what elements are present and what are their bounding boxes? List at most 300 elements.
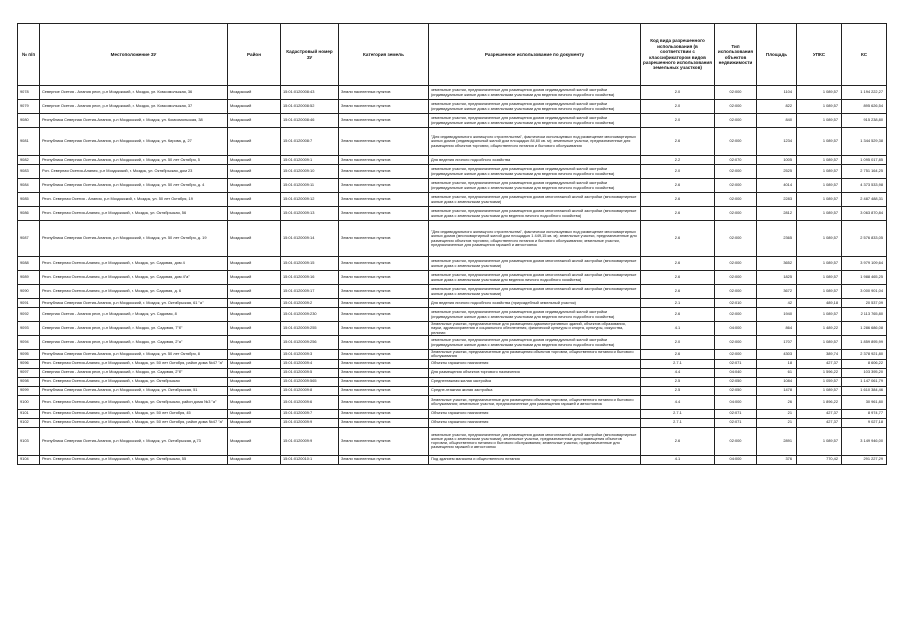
row-use-type: 02:000: [715, 336, 757, 350]
row-area: 21: [757, 409, 797, 418]
table-row: [18, 86, 887, 100]
row-number: 9093: [18, 322, 40, 336]
row-upks: 1 089,57: [797, 100, 842, 114]
table-row: [18, 193, 887, 207]
row-number: 9103: [18, 427, 40, 455]
row-cadastral-number: 15:01:0120009:9: [281, 418, 339, 427]
row-upks: 389,74: [797, 350, 842, 360]
row-location: Республика Северная Осетия-Алания, р-н Моздокский, г. Моздок, ул. Кирова, д. 27: [40, 128, 228, 156]
row-ks: 3 149 946,00: [842, 427, 887, 455]
row-number: 9084: [18, 179, 40, 193]
header-use-code: Код вида разрешенного использования (в соответствии с классификатором видов разрешенного использования земельных участков): [641, 24, 715, 86]
table-row: [18, 179, 887, 193]
row-upks: 427,37: [797, 359, 842, 368]
row-district: Моздокский: [228, 368, 281, 377]
row-cadastral-number: 15:01:0120009:15: [281, 257, 339, 271]
row-use-type: 02:000: [715, 427, 757, 455]
row-upks: 427,37: [797, 418, 842, 427]
row-number: 9090: [18, 285, 40, 299]
row-number: 9081: [18, 128, 40, 156]
row-number: 9082: [18, 156, 40, 165]
row-use-type: 02:000: [715, 100, 757, 114]
row-area: 840: [757, 114, 797, 128]
row-use-code: 2.0: [641, 336, 715, 350]
row-district: Моздокский: [228, 156, 281, 165]
row-number: 9099: [18, 386, 40, 395]
row-permitted-use: Под зданием магазина и общественного питания: [429, 455, 641, 464]
row-land-category: Земли населенных пунктов: [339, 207, 429, 221]
row-permitted-use: земельные участки, предназначенные для размещения домов индивидуальной жилой застройки (индивидуальные жилые дома с земельными участками для ведения личного подсобного хозяйства): [429, 179, 641, 193]
row-permitted-use: Объекты гаражного назначения: [429, 418, 641, 427]
row-location: Северная Осетия - Алания респ, р-н Моздокский, г. Моздок, ул. Садовая, 2"б": [40, 368, 228, 377]
row-upks: 427,37: [797, 409, 842, 418]
row-use-code: 2.6: [641, 257, 715, 271]
table-row: [18, 427, 887, 455]
row-cadastral-number: 15:01:0120009:17: [281, 285, 339, 299]
row-use-type: 04:000: [715, 455, 757, 464]
row-area: 4014: [757, 179, 797, 193]
row-use-type: 04:000: [715, 322, 757, 336]
table-row: [18, 207, 887, 221]
row-number: 9096: [18, 359, 40, 368]
row-ks: 30 961,80: [842, 395, 887, 409]
header-district: Район: [228, 24, 281, 86]
row-land-category: Земли населенных пунктов: [339, 271, 429, 285]
row-permitted-use: земельные участки, предназначенные для размещения домов индивидуальной жилой застройки (индивидуальные жилые дома с земельными участками для ведения личного подсобного хозяйства): [429, 165, 641, 179]
row-permitted-use: земельные участки, предназначенные для размещения домов многоэтажной жилой застройки (многоквартирные жилые дома с земельными участками): [429, 285, 641, 299]
row-land-category: Земли населенных пунктов: [339, 322, 429, 336]
row-cadastral-number: 15:01:0120010:1: [281, 455, 339, 464]
row-land-category: Земли населенных пунктов: [339, 100, 429, 114]
header-use-type: Тип использования объектов недвижимости: [715, 24, 757, 86]
row-use-type: 02:000: [715, 128, 757, 156]
row-cadastral-number: 15:01:0120009:9: [281, 427, 339, 455]
row-ks: 1 988 465,25: [842, 271, 887, 285]
row-district: Моздокский: [228, 377, 281, 386]
row-upks: 1 089,57: [797, 221, 842, 257]
row-district: Моздокский: [228, 285, 281, 299]
row-area: 21: [757, 418, 797, 427]
row-cadastral-number: 15:01:0120009:4: [281, 359, 339, 368]
row-number: 9079: [18, 100, 40, 114]
row-area: 2891: [757, 427, 797, 455]
row-permitted-use: "Для индивидуального жилищного строительства", фактически используемых под размещение многоквартирных жилых домов (индивидуальный жилой дом площадью 84,60 кв. м); земельные участки, предназначенные для размещения объектов торговли, общественного питания и бытового обслуживания: [429, 128, 641, 156]
row-area: 4303: [757, 350, 797, 360]
row-permitted-use: земельные участки, предназначенные для размещения домов индивидуальной жилой застройки (индивидуальные жилые дома с земельными участками для ведения личного подсобного хозяйства): [429, 100, 641, 114]
row-permitted-use: земельные участки, предназначенные для размещения домов индивидуальной жилой застройки (индивидуальные жилые дома с земельными участками для ведения личного подсобного хозяйства): [429, 86, 641, 100]
row-land-category: Земли населенных пунктов: [339, 427, 429, 455]
row-use-type: 02:071: [715, 359, 757, 368]
row-location: Республика Северная Осетия-Алания, р-н Моздокский, г. Моздок, ул. 50 лет Октября, 8: [40, 350, 228, 360]
row-area: 2365: [757, 221, 797, 257]
row-land-category: Земли населенных пунктов: [339, 285, 429, 299]
row-use-code: 2.0: [641, 114, 715, 128]
row-land-category: Земли населенных пунктов: [339, 165, 429, 179]
row-district: Моздокский: [228, 386, 281, 395]
row-use-type: 02:050: [715, 377, 757, 386]
row-upks: 1 059,57: [797, 377, 842, 386]
row-land-category: Земли населенных пунктов: [339, 409, 429, 418]
row-district: Моздокский: [228, 427, 281, 455]
row-cadastral-number: 15:01:0120009:10: [281, 165, 339, 179]
row-area: 376: [757, 455, 797, 464]
row-land-category: Земли населенных пунктов: [339, 418, 429, 427]
row-land-category: Земли населенных пунктов: [339, 395, 429, 409]
table-row: [18, 271, 887, 285]
row-upks: 1 089,57: [797, 193, 842, 207]
row-number: 9101: [18, 409, 40, 418]
row-location: Респ. Северная Осетия - Алания, р-н Моздокский, г. Моздок, ул. 50 лет Октября, 19: [40, 193, 228, 207]
row-district: Моздокский: [228, 395, 281, 409]
row-permitted-use: Для ведения личного подсобного хозяйства (приусадебный земельный участок): [429, 299, 641, 308]
row-use-code: 2.6: [641, 207, 715, 221]
row-permitted-use: земельные участки, предназначенные для размещения домов многоэтажной жилой застройки (многоквартирные жилые дома с земельными участками): [429, 193, 641, 207]
row-district: Моздокский: [228, 308, 281, 322]
row-ks: 1 095 017,85: [842, 156, 887, 165]
row-upks: 1 489,22: [797, 322, 842, 336]
row-district: Моздокский: [228, 100, 281, 114]
row-use-code: 2.6: [641, 285, 715, 299]
row-permitted-use: земельные участки, предназначенные для размещения домов многоэтажной жилой застройки (многоквартирные жилые дома с земельными участками); земельные участки, предназначенные для размещения объектов торговли, общественного питания и бытового обслуживания; земельные участки, предназначенные для размещения гаражей и автостоянок: [429, 427, 641, 455]
row-location: Респ. Северная Осетия-Алания, р-н Моздокский, г. Моздок, ул. Садовая, дом 4"а": [40, 271, 228, 285]
row-number: 9088: [18, 257, 40, 271]
row-location: Респ. Северная Осетия-Алания, р-н Моздокский, г. Моздок, ул. Октябрьская: [40, 377, 228, 386]
row-district: Моздокский: [228, 409, 281, 418]
row-area: 822: [757, 100, 797, 114]
row-district: Моздокский: [228, 257, 281, 271]
row-use-code: 2.0: [641, 165, 715, 179]
row-ks: 8 606,22: [842, 359, 887, 368]
table-row: [18, 336, 887, 350]
row-upks: 770,42: [797, 455, 842, 464]
table-row: [18, 100, 887, 114]
row-use-code: 2.0: [641, 86, 715, 100]
row-ks: 2 113 765,80: [842, 308, 887, 322]
row-use-code: 2.7.1: [641, 418, 715, 427]
row-land-category: Земли населенных пунктов: [339, 350, 429, 360]
table-row: [18, 308, 887, 322]
row-use-code: 2.6: [641, 427, 715, 455]
row-use-type: 02:010: [715, 299, 757, 308]
row-land-category: Земли населенных пунктов: [339, 299, 429, 308]
row-area: 42: [757, 299, 797, 308]
header-upks: УПКС: [797, 24, 842, 86]
header-num: № п/п: [18, 24, 40, 86]
table-row: [18, 221, 887, 257]
row-permitted-use: Для размещения объектов торгового назначения: [429, 368, 641, 377]
row-use-code: 2.6: [641, 308, 715, 322]
row-use-type: 02:071: [715, 418, 757, 427]
table-header-row: [18, 24, 887, 86]
row-permitted-use: земельные участки, предназначенные для размещения домов индивидуальной жилой застройки (индивидуальные жилые дома с земельными участками для ведения личного подсобного хозяйства): [429, 336, 641, 350]
row-district: Моздокский: [228, 221, 281, 257]
row-area: 1478: [757, 386, 797, 395]
row-permitted-use: "Для индивидуального жилищного строительства", фактически используемых под размещение многоквартирных жилых домов (многоквартирный жилой дом площадью 1 449,15 кв. м); земельные участки, предназначенные для размещения объектов торговли, общественного питания и бытового обслуживания; земельные участки, предназначенные для размещения гаражей и автостоянок: [429, 221, 641, 257]
row-cadastral-number: 15:01:0120009:565: [281, 377, 339, 386]
row-number: 9085: [18, 193, 40, 207]
row-ks: 2 576 833,05: [842, 221, 887, 257]
row-use-code: 4.1: [641, 455, 715, 464]
row-use-type: 02:000: [715, 257, 757, 271]
row-district: Моздокский: [228, 271, 281, 285]
row-location: Респ. Северная Осетия-Алания, р-н Моздокский, г. Моздок, ул. 50 лет Октября, район дома №47 "а": [40, 359, 228, 368]
table-row: [18, 377, 887, 386]
row-number: 9092: [18, 308, 40, 322]
row-cadastral-number: 15:01:0120009:230: [281, 308, 339, 322]
row-district: Моздокский: [228, 165, 281, 179]
table-row: [18, 368, 887, 377]
row-use-type: 02:000: [715, 114, 757, 128]
row-district: Моздокский: [228, 455, 281, 464]
row-location: Респ. Северная Осетия-Алания, р-н Моздокский, г. Моздок, ул. Садовая, д. 6: [40, 285, 228, 299]
row-ks: 915 238,80: [842, 114, 887, 128]
row-number: 9094: [18, 336, 40, 350]
row-use-type: 02:000: [715, 308, 757, 322]
header-land-category: Категория земель: [339, 24, 429, 86]
row-use-code: 2.6: [641, 193, 715, 207]
row-ks: 1 194 222,27: [842, 86, 887, 100]
row-number: 9097: [18, 368, 40, 377]
row-number: 9091: [18, 299, 40, 308]
row-location: Республика Северная Осетия-Алания, р-н Моздокский, г. Моздок, ул. Октябрьская, 61 "а": [40, 299, 228, 308]
row-ks: 3 000 901,04: [842, 285, 887, 299]
row-number: 9080: [18, 114, 40, 128]
row-use-code: 4.4: [641, 395, 715, 409]
header-permitted-use: Разрешенное использование по документу: [429, 24, 641, 86]
row-upks: 1 089,57: [797, 86, 842, 100]
row-use-code: 2.6: [641, 128, 715, 156]
row-upks: 1 089,57: [797, 165, 842, 179]
row-land-category: Земли населенных пунктов: [339, 368, 429, 377]
row-upks: 1 089,57: [797, 207, 842, 221]
table-row: [18, 285, 887, 299]
row-location: Респ. Северная Осетия-Алания, р-н Моздокский, г. Моздок, ул. 50 лет Октября, 45: [40, 409, 228, 418]
row-upks: 1 089,57: [797, 386, 842, 395]
row-location: Республика Северная Осетия-Алания, р-н Моздокский, г. Моздок, ул. Октябрьская, 51: [40, 386, 228, 395]
row-land-category: Земли населенных пунктов: [339, 193, 429, 207]
row-land-category: Земли населенных пунктов: [339, 114, 429, 128]
row-permitted-use: земельные участки, предназначенные для размещения домов индивидуальной жилой застройки (индивидуальные жилые дома с земельными участками для ведения личного подсобного хозяйства): [429, 114, 641, 128]
row-area: 2525: [757, 165, 797, 179]
row-use-code: 2.7.1: [641, 359, 715, 368]
row-location: Рсп. Северная Осетия-Алания, р-н Моздокский, г. Моздок, ул. Октябрьская, дом 23: [40, 165, 228, 179]
row-area: 18: [757, 359, 797, 368]
table-row: [18, 114, 887, 128]
row-upks: 1 089,57: [797, 128, 842, 156]
row-ks: 103 395,20: [842, 368, 887, 377]
row-permitted-use: Объекты гаражного назначения: [429, 359, 641, 368]
row-cadastral-number: 15:01:0120009:5: [281, 368, 339, 377]
row-use-type: 02:000: [715, 86, 757, 100]
row-area: 1104: [757, 86, 797, 100]
row-land-category: Земли населенных пунктов: [339, 128, 429, 156]
row-location: Респ. Северная Осетия-Алания, р-н Моздокский, г. Моздок, ул. 50 лет Октября, район дома №47 "а": [40, 418, 228, 427]
row-area: 26: [757, 395, 797, 409]
table-row: [18, 455, 887, 464]
row-cadastral-number: 15:01:0120009:255: [281, 322, 339, 336]
row-upks: 1 089,57: [797, 271, 842, 285]
row-number: 9087: [18, 221, 40, 257]
row-land-category: Земли населенных пунктов: [339, 179, 429, 193]
row-ks: 4 373 533,98: [842, 179, 887, 193]
row-number: 9098: [18, 377, 40, 386]
row-permitted-use: земельные участки, предназначенные для размещения домов индивидуальной жилой застройки (индивидуальные жилые дома с земельными участками для ведения личного подсобного хозяйства): [429, 308, 641, 322]
row-ks: 1 147 061,79: [842, 377, 887, 386]
row-use-type: 04:000: [715, 395, 757, 409]
row-cadastral-number: 15:01:0120008:43: [281, 86, 339, 100]
document-sheet: [17, 23, 887, 465]
row-ks: 895 626,54: [842, 100, 887, 114]
row-cadastral-number: 15:01:0120009:1: [281, 156, 339, 165]
row-ks: 2 378 921,80: [842, 350, 887, 360]
row-permitted-use: земельные участки, предназначенные для размещения домов многоэтажной жилой застройки (многоквартирные жилые дома с земельными участками для ведения личного подсобного хозяйства): [429, 271, 641, 285]
row-upks: 1 896,22: [797, 395, 842, 409]
row-use-code: 2.5: [641, 386, 715, 395]
row-use-code: 4.4: [641, 368, 715, 377]
row-cadastral-number: 15:01:0120009:14: [281, 221, 339, 257]
row-district: Моздокский: [228, 336, 281, 350]
row-upks: 1 089,57: [797, 156, 842, 165]
row-district: Моздокский: [228, 179, 281, 193]
row-area: 1234: [757, 128, 797, 156]
row-area: 1084: [757, 377, 797, 386]
row-area: 3672: [757, 285, 797, 299]
row-ks: 291 227,29: [842, 455, 887, 464]
row-land-category: Земли населенных пунктов: [339, 359, 429, 368]
row-district: Моздокский: [228, 299, 281, 308]
row-use-type: 02:000: [715, 271, 757, 285]
row-use-type: 02:050: [715, 386, 757, 395]
row-area: 1005: [757, 156, 797, 165]
row-district: Моздокский: [228, 359, 281, 368]
row-permitted-use: Объекты гаражного назначения: [429, 409, 641, 418]
row-upks: 489,18: [797, 299, 842, 308]
row-ks: 1 286 686,08: [842, 322, 887, 336]
row-use-code: 2.6: [641, 350, 715, 360]
row-land-category: Земли населенных пунктов: [339, 86, 429, 100]
table-body: [18, 86, 887, 465]
row-use-type: 02:071: [715, 409, 757, 418]
row-area: 1707: [757, 336, 797, 350]
row-land-category: Земли населенных пунктов: [339, 221, 429, 257]
row-location: Респ. Северная Осетия-Алания, р-н Моздокский, г. Моздок, ул. Октябрьская, 56: [40, 207, 228, 221]
row-ks: 2 751 164,25: [842, 165, 887, 179]
row-use-code: 2.6: [641, 179, 715, 193]
row-land-category: Земли населенных пунктов: [339, 386, 429, 395]
row-ks: 2 487 488,31: [842, 193, 887, 207]
row-ks: 1 859 895,99: [842, 336, 887, 350]
row-district: Моздокский: [228, 350, 281, 360]
row-permitted-use: земельные участки, предназначенные для размещения домов многоэтажной жилой застройки (многоквартирные жилые дома с земельными участками для ведения личного подсобного хозяйства): [429, 207, 641, 221]
header-area: Площадь: [757, 24, 797, 86]
row-district: Моздокский: [228, 418, 281, 427]
row-area: 61: [757, 368, 797, 377]
table-row: [18, 165, 887, 179]
row-permitted-use: Средне-этажная жилая застройка: [429, 386, 641, 395]
row-cadastral-number: 15:01:0120009:256: [281, 336, 339, 350]
row-permitted-use: земельные участки, предназначенные для размещения домов многоэтажной жилой застройки (многоквартирные жилые дома с земельными участками): [429, 257, 641, 271]
table-row: [18, 322, 887, 336]
row-land-category: Земли населенных пунктов: [339, 377, 429, 386]
row-upks: 1 089,57: [797, 308, 842, 322]
row-land-category: Земли населенных пунктов: [339, 156, 429, 165]
row-ks: 3 063 870,84: [842, 207, 887, 221]
row-upks: 1 089,57: [797, 179, 842, 193]
row-ks: 9 027,18: [842, 418, 887, 427]
row-land-category: Земли населенных пунктов: [339, 308, 429, 322]
row-number: 9083: [18, 165, 40, 179]
row-upks: 1 596,22: [797, 368, 842, 377]
table-row: [18, 386, 887, 395]
row-area: 864: [757, 322, 797, 336]
row-permitted-use: Земельные участки, предназначенные для размещения объектов торговли, общественного питания и бытового обслуживания: [429, 350, 641, 360]
row-use-code: 2.1: [641, 299, 715, 308]
row-ks: 1 344 529,38: [842, 128, 887, 156]
header-ks: КС: [842, 24, 887, 86]
row-cadastral-number: 15:01:0120009:7: [281, 409, 339, 418]
row-cadastral-number: 15:01:0120009:2: [281, 299, 339, 308]
row-location: Республика Северная Осетия-Алания, р-н Моздокский, г. Моздок, ул. 50 лет Октября, д. 4: [40, 179, 228, 193]
row-district: Моздокский: [228, 86, 281, 100]
row-cadastral-number: 15:01:0120009:16: [281, 271, 339, 285]
row-ks: 1 610 384,46: [842, 386, 887, 395]
row-permitted-use: Земельные участки, предназначенные для размещения объектов торговли, общественного питания и бытового обслуживания; земельные участки, предназначенные для размещения гаражей и автостоянок: [429, 395, 641, 409]
row-district: Моздокский: [228, 322, 281, 336]
row-cadastral-number: 15:01:0120009:8: [281, 386, 339, 395]
row-number: 9102: [18, 418, 40, 427]
row-location: Республика Северная Осетия-Алания, р-н Моздокский, г. Моздок, ул. Октябрьская, д.73: [40, 427, 228, 455]
row-number: 9095: [18, 350, 40, 360]
row-use-type: 02:000: [715, 179, 757, 193]
row-location: Северная Осетия - Алания респ, р-н Моздокский, г Моздок, ул. Садовая, 8: [40, 308, 228, 322]
row-number: 9089: [18, 271, 40, 285]
row-permitted-use: Для ведения личного подсобного хозяйства: [429, 156, 641, 165]
cadastral-value-table: [17, 23, 887, 465]
row-upks: 1 089,57: [797, 257, 842, 271]
row-upks: 1 089,57: [797, 336, 842, 350]
row-district: Моздокский: [228, 207, 281, 221]
row-cadastral-number: 15:01:0120009:13: [281, 207, 339, 221]
table-row: [18, 156, 887, 165]
row-ks: 20 537,09: [842, 299, 887, 308]
table-row: [18, 395, 887, 409]
table-row: [18, 350, 887, 360]
row-ks: 3 979 109,64: [842, 257, 887, 271]
row-area: 2283: [757, 193, 797, 207]
row-cadastral-number: 15:01:0120008:46: [281, 114, 339, 128]
row-upks: 1 089,57: [797, 427, 842, 455]
row-area: 1825: [757, 271, 797, 285]
row-use-code: 2.5: [641, 377, 715, 386]
row-district: Моздокский: [228, 193, 281, 207]
row-upks: 1 089,57: [797, 114, 842, 128]
row-district: Моздокский: [228, 128, 281, 156]
row-use-code: 2.7.1: [641, 409, 715, 418]
row-location: Северное Осетия - Алания респ, р-н Моздокский, г. Моздок, ул. Комсомольская, 36: [40, 86, 228, 100]
row-cadastral-number: 15:01:0120009:11: [281, 179, 339, 193]
row-location: Респ. Северная Осетия-Алания, р-н Моздокский, г. Моздок, ул. Октябрьская, район дома №3 "а": [40, 395, 228, 409]
row-use-type: 02:000: [715, 165, 757, 179]
row-use-type: 04:040: [715, 368, 757, 377]
row-land-category: Земли населенных пунктов: [339, 257, 429, 271]
row-area: 2812: [757, 207, 797, 221]
row-upks: 1 089,57: [797, 285, 842, 299]
row-cadastral-number: 15:01:0120008:7: [281, 128, 339, 156]
header-location: Местоположение ЗУ: [40, 24, 228, 86]
row-use-type: 02:000: [715, 350, 757, 360]
row-location: Северная Осетия - Алания респ, р-н Моздокский, г. Моздок, ул. Садовая, 7"б": [40, 322, 228, 336]
table-row: [18, 409, 887, 418]
